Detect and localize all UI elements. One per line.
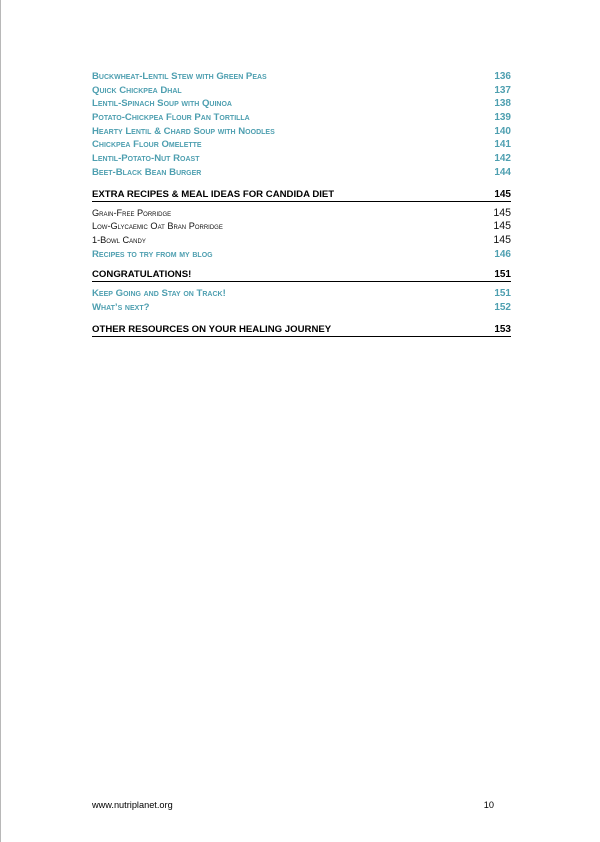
toc-entry-title: Chickpea Flour Omelette (92, 139, 202, 151)
toc-entry-page: 146 (494, 248, 511, 260)
footer-page-number: 10 (483, 800, 494, 810)
toc-entry-page: 140 (494, 125, 511, 137)
toc-heading-extra-recipes[interactable] (92, 188, 511, 202)
toc-entry-title: Recipes to try from my blog (92, 248, 213, 260)
toc-heading-congratulations[interactable] (92, 268, 511, 282)
toc-entry-page: 152 (494, 301, 511, 313)
toc-entry-page: 139 (494, 112, 511, 124)
toc-entry-page: 138 (494, 98, 511, 110)
toc-heading-title: CONGRATULATIONS! (92, 269, 192, 281)
toc-entry-title: Quick Chickpea Dhal (92, 84, 182, 96)
toc-entry-title: Lentil-Potato-Nut Roast (92, 153, 200, 165)
toc-heading-title: OTHER RESOURCES ON YOUR HEALING JOURNEY (92, 323, 332, 335)
toc-entry-page: 145 (493, 206, 511, 219)
table-of-contents (92, 70, 511, 337)
toc-entry-blog-recipes[interactable] (92, 248, 511, 262)
toc-heading-page: 151 (494, 269, 511, 281)
toc-heading-page: 153 (494, 323, 511, 335)
toc-entry-title: Keep Going and Stay on Track! (92, 288, 226, 300)
toc-entry[interactable] (92, 207, 511, 221)
toc-entry-page: 145 (493, 220, 511, 233)
toc-entry-page: 137 (494, 84, 511, 96)
toc-entry-title: Potato-Chickpea Flour Pan Tortilla (92, 112, 250, 124)
toc-entry-title: Grain-Free Porridge (92, 207, 172, 218)
toc-heading-title: EXTRA RECIPES & MEAL IDEAS FOR CANDIDA DIET (92, 188, 335, 200)
toc-entry-title: 1-Bowl Candy (92, 234, 146, 245)
toc-entry-title: What’s next? (92, 301, 150, 313)
toc-entry-title: Low-Glycaemic Oat Bran Porridge (92, 221, 223, 232)
page-footer (92, 800, 494, 810)
toc-entry-page: 145 (493, 233, 511, 246)
toc-entry-page: 142 (494, 153, 511, 165)
toc-entry[interactable] (92, 301, 511, 315)
toc-heading-page: 145 (494, 188, 511, 200)
toc-entry-page: 144 (494, 166, 511, 178)
toc-entry[interactable] (92, 166, 511, 180)
toc-entry-page: 136 (494, 71, 511, 82)
toc-entry-page: 141 (494, 139, 511, 151)
toc-entry[interactable] (92, 111, 511, 125)
toc-entry[interactable] (92, 234, 511, 248)
toc-entry[interactable] (92, 152, 511, 166)
toc-entry[interactable] (92, 97, 511, 111)
toc-entry[interactable] (92, 138, 511, 152)
toc-entry-title: Beet-Black Bean Burger (92, 166, 202, 178)
page-edge (0, 0, 1, 842)
toc-entry-title: Lentil-Spinach Soup with Quinoa (92, 98, 232, 110)
footer-website[interactable]: www.nutriplanet.org (92, 800, 173, 810)
toc-entry-title: Buckwheat-Lentil Stew with Green Peas (92, 71, 267, 82)
toc-entry[interactable] (92, 287, 511, 301)
toc-entry[interactable] (92, 84, 511, 98)
toc-entry[interactable] (92, 125, 511, 139)
toc-entry[interactable] (92, 70, 511, 84)
toc-entry[interactable] (92, 220, 511, 234)
toc-entry-page: 151 (494, 288, 511, 300)
toc-entry-title: Hearty Lentil & Chard Soup with Noodles (92, 125, 275, 137)
toc-heading-other-resources[interactable] (92, 323, 511, 337)
